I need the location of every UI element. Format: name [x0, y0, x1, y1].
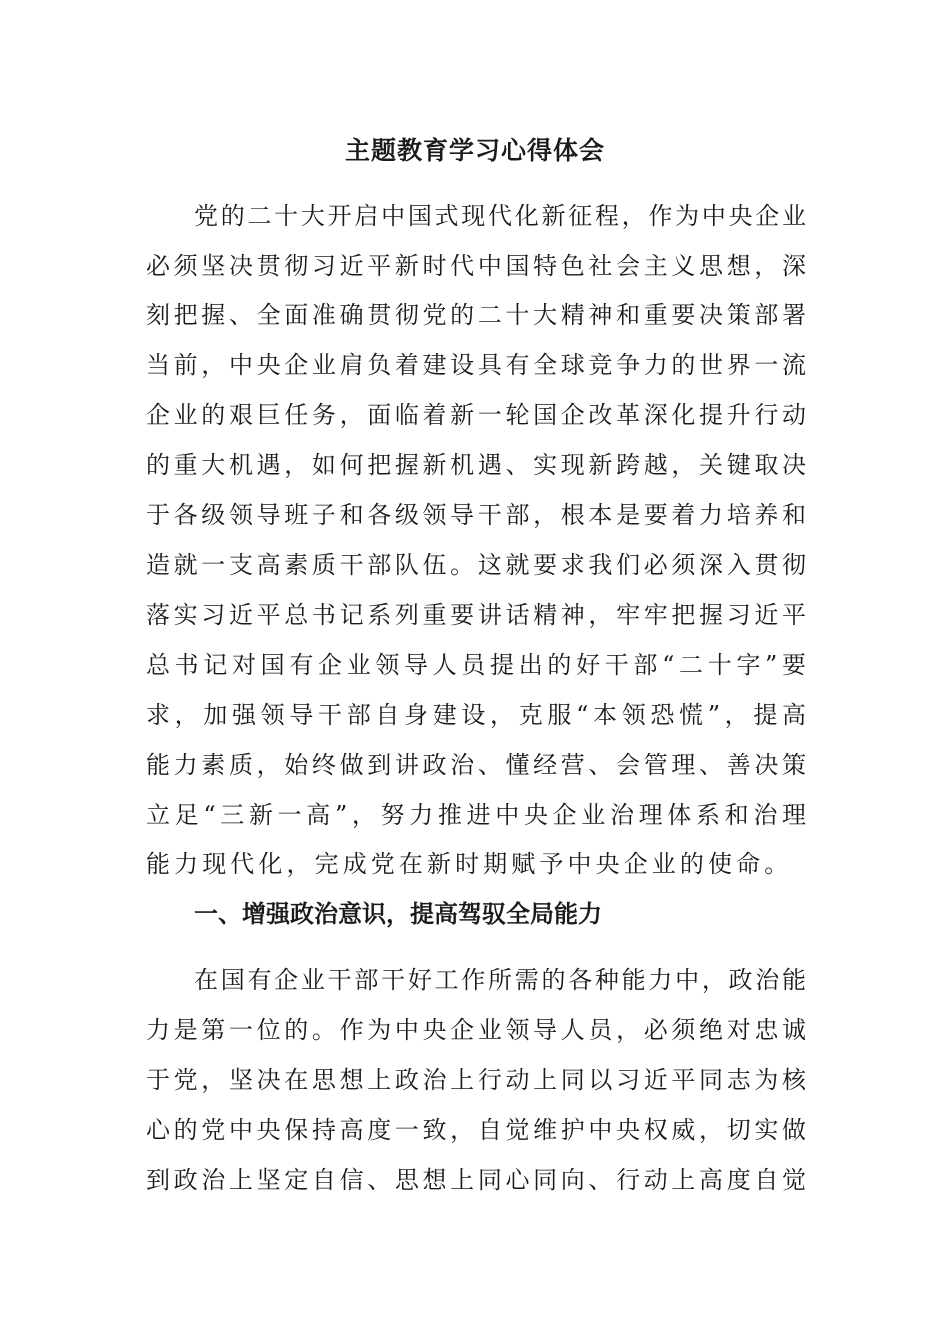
- paragraph-line: 能力现代化，完成党在新时期赋予中央企业的使命。: [146, 850, 793, 878]
- paragraph-line: 刻把握、全面准确贯彻党的二十大精神和重要决策部署: [146, 301, 806, 329]
- paragraph-line: 党的二十大开启中国式现代化新征程，作为中央企业: [194, 202, 806, 230]
- paragraph-line: 求，加强领导干部自身建设，克服“本领恐慌”，提高: [146, 701, 806, 729]
- paragraph-line: 在国有企业干部干好工作所需的各种能力中，政治能: [194, 966, 806, 994]
- paragraph-line: 能力素质，始终做到讲政治、懂经营、会管理、善决策: [146, 751, 806, 779]
- paragraph-line: 于各级领导班子和各级领导干部，根本是要着力培养和: [146, 501, 806, 529]
- document-title: 主题教育学习心得体会: [344, 136, 605, 165]
- paragraph-line: 落实习近平总书记系列重要讲话精神，牢牢把握习近平: [146, 601, 806, 629]
- paragraph-line: 心的党中央保持高度一致，自觉维护中央权威，切实做: [146, 1116, 806, 1144]
- paragraph-line: 必须坚决贯彻习近平新时代中国特色社会主义思想，深: [146, 252, 806, 280]
- paragraph-line: 造就一支高素质干部队伍。这就要求我们必须深入贯彻: [146, 551, 806, 579]
- paragraph-line: 力是第一位的。作为中央企业领导人员，必须绝对忠诚: [146, 1016, 806, 1044]
- paragraph-line: 于党，坚决在思想上政治上行动上同以习近平同志为核: [146, 1066, 806, 1094]
- paragraph-line: 到政治上坚定自信、思想上同心同向、行动上高度自觉: [146, 1166, 806, 1194]
- paragraph-line: 当前，中央企业肩负着建设具有全球竞争力的世界一流: [146, 351, 806, 379]
- paragraph-line: 总书记对国有企业领导人员提出的好干部“二十字”要: [146, 651, 806, 679]
- paragraph-line: 的重大机遇，如何把握新机遇、实现新跨越，关键取决: [146, 451, 806, 479]
- section-heading: 一、增强政治意识，提高驾驭全局能力: [194, 900, 602, 928]
- paragraph-line: 立足“三新一高”，努力推进中央企业治理体系和治理: [146, 801, 806, 829]
- paragraph-line: 企业的艰巨任务，面临着新一轮国企改革深化提升行动: [146, 401, 806, 429]
